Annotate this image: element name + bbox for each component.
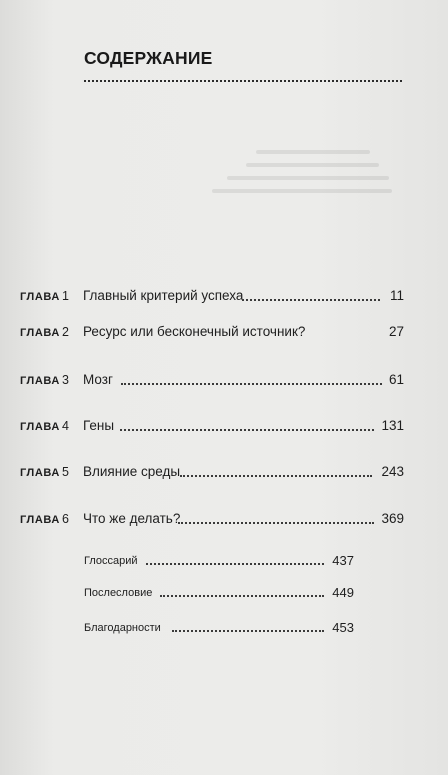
back-matter-title: Послесловие — [84, 587, 153, 599]
chapter-number: 6 — [61, 512, 69, 526]
chapter-number: 4 — [61, 419, 69, 433]
chapter-label — [20, 462, 69, 483]
chapter-word: ГЛАВА — [20, 291, 60, 303]
chapter-title: Мозг — [83, 372, 113, 387]
chapter-label — [20, 286, 69, 307]
page-number: 369 — [381, 511, 404, 526]
toc-entry-acknowledgements[interactable] — [84, 619, 354, 637]
toc-entry-chapter-3[interactable] — [20, 370, 404, 390]
page-number: 453 — [332, 620, 354, 635]
toc-entry-chapter-4[interactable] — [20, 416, 404, 436]
dot-leader — [172, 630, 324, 632]
toc-entry-chapter-2[interactable] — [20, 322, 404, 342]
toc-entry-chapter-1[interactable] — [20, 286, 404, 306]
chapter-title: Что же делать? — [83, 511, 181, 526]
page-number: 449 — [332, 585, 354, 600]
dot-leader — [180, 475, 372, 477]
page-number: 131 — [381, 418, 404, 433]
chapter-word: ГЛАВА — [20, 421, 60, 433]
heading-dotted-rule — [84, 80, 402, 82]
chapter-word: ГЛАВА — [20, 375, 60, 387]
chapter-title: Главный критерий успеха — [83, 288, 244, 303]
back-matter-title: Глоссарий — [84, 555, 138, 567]
chapter-number: 5 — [61, 465, 69, 479]
chapter-label — [20, 322, 69, 343]
dot-leader — [121, 383, 382, 385]
page-number: 243 — [381, 464, 404, 479]
back-matter-title: Благодарности — [84, 622, 161, 634]
chapter-label — [20, 509, 69, 530]
toc-entry-chapter-5[interactable] — [20, 462, 404, 482]
page-number: 61 — [388, 372, 404, 387]
toc-entry-afterword[interactable] — [84, 584, 354, 602]
page-number: 11 — [389, 288, 404, 303]
page-number: 437 — [332, 553, 354, 568]
chapter-title: Влияние среды — [83, 464, 181, 479]
chapter-word: ГЛАВА — [20, 467, 60, 479]
chapter-title: Ресурс или бесконечный источник? — [83, 324, 306, 339]
chapter-word: ГЛАВА — [20, 327, 60, 339]
chapter-label — [20, 370, 69, 391]
chapter-number: 3 — [61, 373, 69, 387]
dot-leader — [146, 563, 324, 565]
chapter-label — [20, 416, 69, 437]
dot-leader — [120, 429, 374, 431]
chapter-number: 2 — [61, 325, 69, 339]
dot-leader — [160, 595, 324, 597]
contents-heading: СОДЕРЖАНИЕ — [84, 48, 213, 68]
dot-leader — [242, 299, 380, 301]
toc-entry-chapter-6[interactable] — [20, 509, 404, 529]
chapter-number: 1 — [61, 289, 69, 303]
page-number: 27 — [388, 324, 404, 339]
chapter-word: ГЛАВА — [20, 514, 60, 526]
toc-entry-glossary[interactable] — [84, 552, 354, 570]
show-through-text — [246, 150, 436, 220]
chapter-title: Гены — [83, 418, 115, 433]
dot-leader — [178, 522, 374, 524]
